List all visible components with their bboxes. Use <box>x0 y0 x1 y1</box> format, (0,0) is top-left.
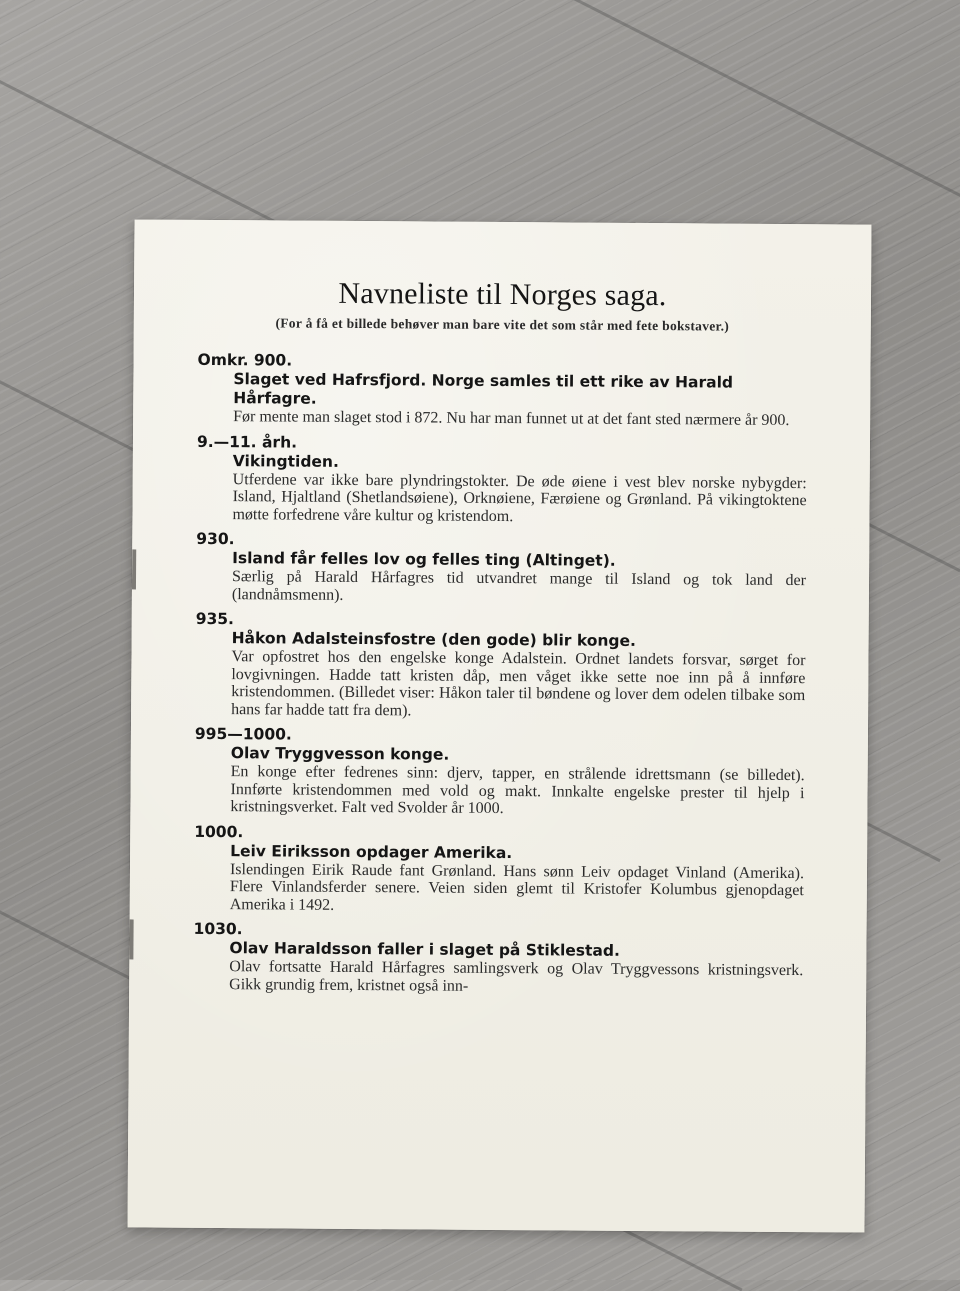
staple <box>129 919 133 959</box>
entry-heading: Vikingtiden. <box>232 451 339 471</box>
entry-date: 1000. <box>194 822 244 841</box>
entry-text: Særlig på Harald Hårfagres tid utvandret mange til Island og tok land der (landnåmsmenn). <box>231 568 807 604</box>
list-item <box>193 919 804 997</box>
entry-text: Islendingen Eirik Raude fant Grønland. Hans sønn Leiv opdaget Vinland (Amerika). Flere Vinlandsferder senere. Veien siden glemt til Kristofer Kolumbus gjenopdaget Amerika i 1492. <box>229 860 805 914</box>
page-title: Navneliste til Norges saga. <box>338 276 667 313</box>
entry-text: Før mente man slaget stod i 872. Nu har man funnet ut at det fant sted nærmere år 900. <box>233 408 790 430</box>
entry-heading: Island får felles lov og felles ting (Altinget). <box>232 549 616 570</box>
entry-heading: Leiv Eiriksson opdager Amerika. <box>230 841 513 862</box>
list-item <box>195 609 806 722</box>
document-page <box>127 219 871 1232</box>
entry-date: 995—1000. <box>194 724 292 744</box>
entry-date: 930. <box>196 529 235 549</box>
list-item <box>197 350 808 430</box>
list-item <box>196 529 807 607</box>
list-item <box>194 821 805 917</box>
entry-text: En konge efter fedrenes sinn: djerv, tapper, en strålende idrettsmann (se billedet). Innførte kristendommen med vold og makt. Innkalte engelske prester til hjelp i kristningsverket. Falt ved Svolder år 1000. <box>230 763 805 818</box>
entry-date: 9.—11. årh. <box>196 432 298 452</box>
list-item <box>196 431 807 527</box>
staple <box>132 549 136 589</box>
entry-text: Utferdene var ikke bare plyndringstokter. De øde øiene i vest blev norske nybygder: Island, Hjaltland (Shetlandsøiene), Orknøiene, Færøiene og Grønland. På vikingtoktene møtte forfedrene våre kultur og kristendom. <box>232 470 807 525</box>
entry-date: 1030. <box>193 919 243 939</box>
entry-heading: Olav Haraldsson faller i slaget på Stiklestad. <box>229 939 620 960</box>
entry-heading: Håkon Adalsteinsfostre (den gode) blir konge. <box>231 629 637 650</box>
list-item <box>194 724 805 820</box>
entry-date: Omkr. 900. <box>197 350 293 370</box>
entry-heading: Slaget ved Hafrsfjord. Norge samles til ett rike av Harald Hårfagre. <box>233 370 734 408</box>
entry-date: 935. <box>195 609 235 629</box>
page-subtitle: (For å få et billede behøver man bare vite det som står med fete bokstaver.) <box>275 315 730 334</box>
entry-heading: Olav Tryggvesson konge. <box>230 744 450 764</box>
entry-text: Var opfostret hos den engelske konge Adalstein. Ordnet landets forsvar, sørget for lovgivningen. Hadde tatt kristen dåp, men våget ikke sette noe inn på å innføre kristendommen. (Billedet viser: Håkon taler til bøndene og lover dem odelen tilbake som hans far hadde tatt fra dem). <box>231 648 806 719</box>
entry-list <box>193 350 808 1003</box>
entry-text: Olav fortsatte Harald Hårfagres samlingsverk og Olav Tryggvessons kristningsverk. Gikk grundig frem, kristnet også inn- <box>229 958 804 995</box>
